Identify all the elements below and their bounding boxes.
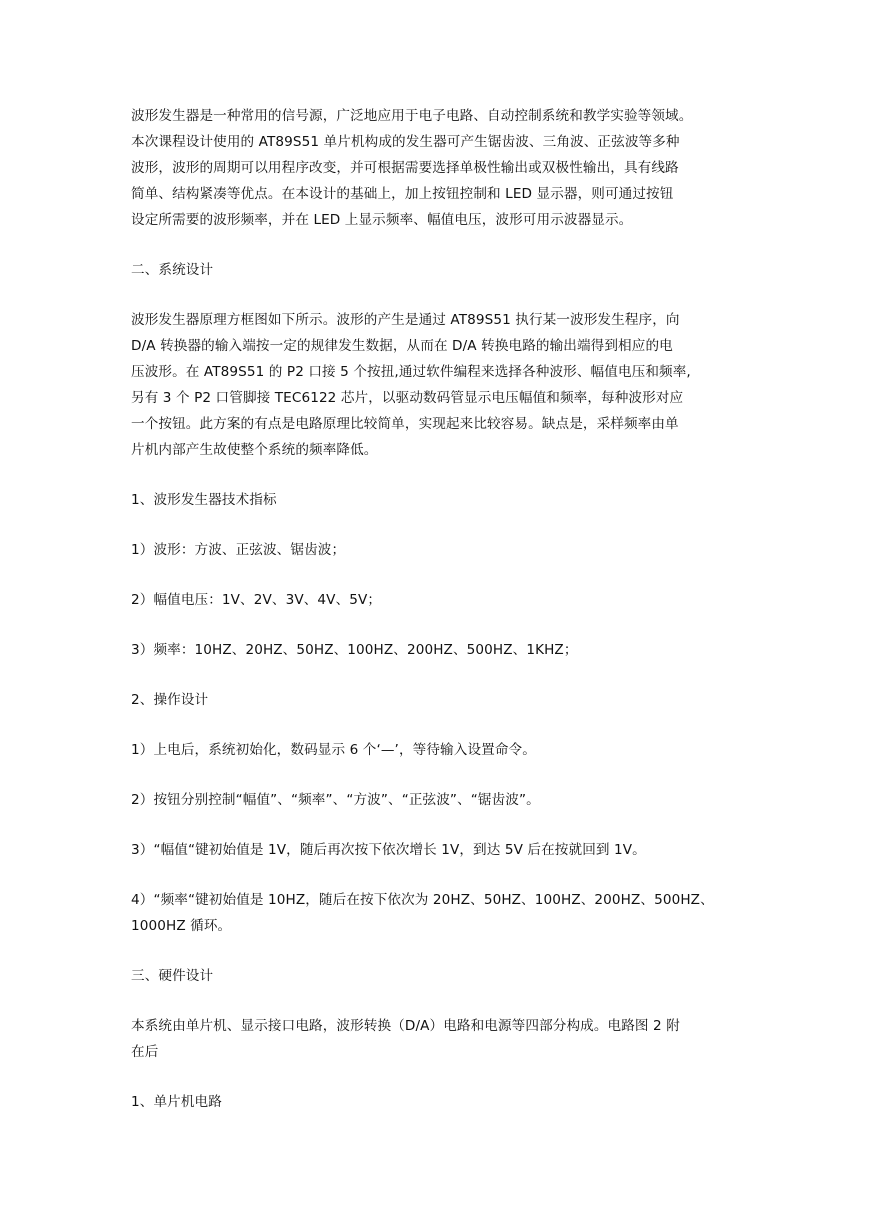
spec-item: 1）波形：方波、正弦波、锯齿波； — [131, 542, 346, 558]
operation-item: 1）上电后，系统初始化，数码显示 6 个‘—’，等待输入设置命令。 — [131, 742, 536, 758]
paragraph-line: 1000HZ 循环。 — [131, 918, 232, 934]
subheading-tech-specs: 1、波形发生器技术指标 — [131, 492, 277, 508]
paragraph-line: 设定所需要的波形频率，并在 LED 上显示频率、幅值电压，波形可用示波器显示。 — [131, 212, 633, 228]
paragraph-line: 波形，波形的周期可以用程序改变，并可根据需要选择单极性输出或双极性输出，具有线路 — [131, 160, 679, 176]
paragraph-line: 4）“频率“键初始值是 10HZ，随后在按下依次为 20HZ、50HZ、100HZ、200HZ、500HZ、 — [131, 892, 714, 908]
operation-item: 3）“幅值“键初始值是 1V，随后再次按下依次增长 1V，到达 5V 后在按就回到 1V。 — [131, 842, 646, 858]
hardware-paragraph — [131, 1013, 741, 1065]
paragraph-line: 一个按钮。此方案的有点是电路原理比较简单，实现起来比较容易。缺点是，采样频率由单 — [131, 416, 679, 432]
subheading-mcu-circuit: 1、单片机电路 — [131, 1094, 222, 1110]
paragraph-line: 波形发生器是一种常用的信号源，广泛地应用于电子电路、自动控制系统和教学实验等领域。 — [131, 108, 693, 124]
subheading-operation-design: 2、操作设计 — [131, 692, 209, 708]
paragraph-line: 波形发生器原理方框图如下所示。波形的产生是通过 AT89S51 执行某一波形发生程序，向 — [131, 312, 680, 328]
paragraph-line: 片机内部产生故使整个系统的频率降低。 — [131, 442, 378, 458]
paragraph-line: 简单、结构紧凑等优点。在本设计的基础上，加上按钮控制和 LED 显示器，则可通过按钮 — [131, 186, 674, 202]
section-heading-system-design: 二、系统设计 — [131, 262, 214, 278]
paragraph-line: D/A 转换器的输入端按一定的规律发生数据，从而在 D/A 转换电路的输出端得到相应的电 — [131, 338, 673, 354]
operation-item: 2）按钮分别控制“幅值”、“频率”、“方波”、“正弦波”、“锯齿波”。 — [131, 792, 540, 808]
paragraph-line: 本次课程设计使用的 AT89S51 单片机构成的发生器可产生锯齿波、三角波、正弦波等多种 — [131, 134, 680, 150]
paragraph-line: 压波形。在 AT89S51 的 P2 口接 5 个按扭,通过软件编程来选择各种波形、幅值电压和频率, — [131, 364, 691, 380]
document-body — [131, 103, 741, 1115]
paragraph-line: 本系统由单片机、显示接口电路，波形转换（D/A）电路和电源等四部分构成。电路图 2 附 — [131, 1018, 680, 1034]
operation-item — [131, 887, 741, 939]
paragraph-line: 另有 3 个 P2 口管脚接 TEC6122 芯片，以驱动数码管显示电压幅值和频率，每种波形对应 — [131, 390, 684, 406]
spec-item: 3）频率：10HZ、20HZ、50HZ、100HZ、200HZ、500HZ、1KHZ； — [131, 642, 578, 658]
system-design-paragraph — [131, 307, 741, 463]
intro-paragraph — [131, 103, 741, 233]
paragraph-line: 在后 — [131, 1044, 159, 1060]
spec-item: 2）幅值电压：1V、2V、3V、4V、5V； — [131, 592, 382, 608]
section-heading-hardware-design: 三、硬件设计 — [131, 968, 214, 984]
